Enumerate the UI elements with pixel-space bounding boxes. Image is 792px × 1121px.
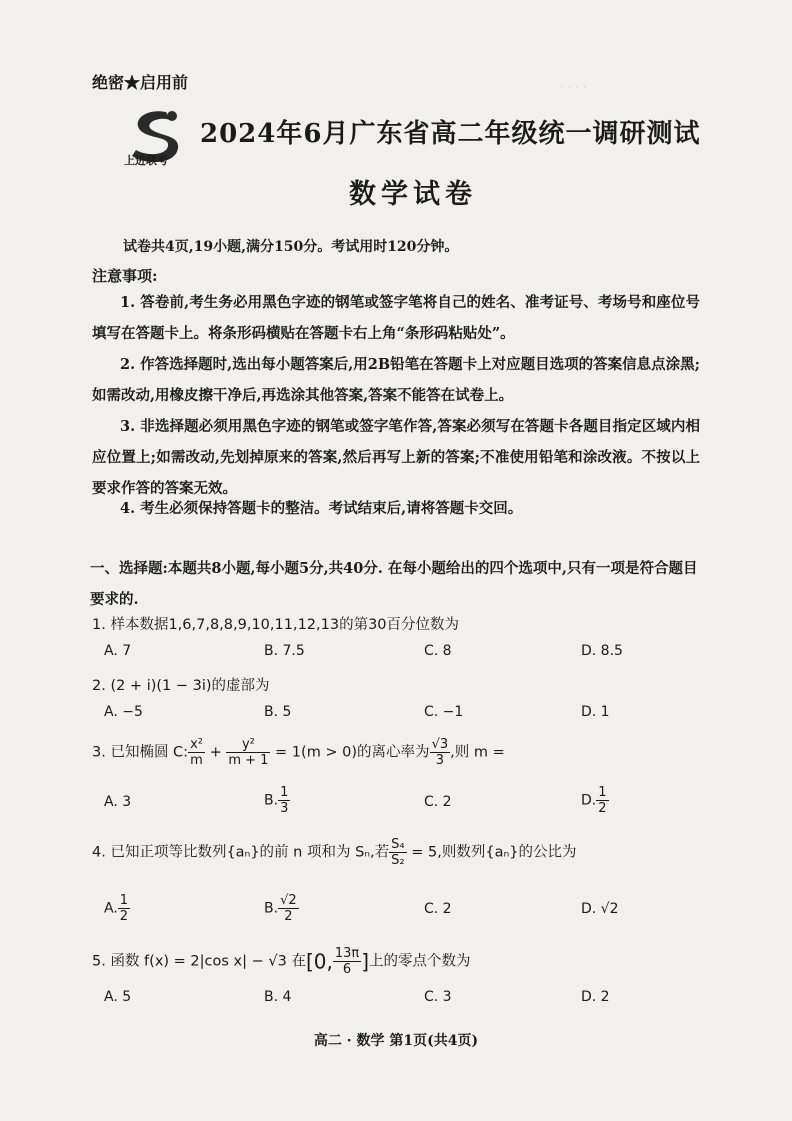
page-footer: 高二 · 数学 第1页(共4页) bbox=[313, 1033, 479, 1049]
exam-info: 试卷共4页,19小题,满分150分。考试用时120分钟。 bbox=[123, 239, 459, 255]
q4-option-b: B. $\frac{√2}{2}$ bbox=[264, 893, 297, 924]
exam-subtitle: 数学试卷 bbox=[349, 179, 477, 210]
notice-item-text: 4. 考生必须保持答题卡的整洁。考试结束后,请将答题卡交回。 bbox=[120, 500, 523, 517]
notice-heading: 注意事项: bbox=[92, 267, 158, 285]
fraction: $\frac{1}{2}$ bbox=[598, 785, 607, 816]
confidential-label: 绝密★启用前 bbox=[92, 73, 189, 92]
q5-option-a: A. 5 bbox=[104, 989, 132, 1005]
fraction: $\frac{\text{S₄}}{\text{S₂}}$ bbox=[391, 837, 405, 868]
notice-item-text: 2. 作答选择题时,选出每小题答案后,用2B铅笔在答题卡上对应题目选项的答案信息点涂黑;如需改动,用橡皮擦干净后,再选涂其他答案,答案不能答在试卷上。 bbox=[92, 356, 700, 404]
question-1: 1. 样本数据1,6,7,8,8,9,10,11,12,13的第30百分位数为 bbox=[92, 617, 460, 633]
q3-option-a: A. 3 bbox=[104, 794, 132, 810]
question-3: 3. 已知椭圆 C: $\frac{\text{x²}}{m}$ + $\frac{\text{y²}}{m + 1}$ = 1(m > 0)的离心率为 $\frac{√3}{3}$ ,则 m = bbox=[92, 737, 505, 768]
question-2: 2. (2 + i)(1 − 3i)的虚部为 bbox=[92, 678, 270, 694]
notice-item-text: 3. 非选择题必须用黑色字迹的钢笔或签字笔作答,答案必须写在答题卡各题目指定区域内相应位置上;如需改动,先划掉原来的答案,然后再写上新的答案;不准使用铅笔和涂改液。不按以上要求作答的答案无效。 bbox=[92, 418, 700, 497]
q1-option-a: A. 7 bbox=[104, 643, 132, 659]
q2-option-c: C. −1 bbox=[424, 704, 464, 720]
q2-option-b: B. 5 bbox=[264, 704, 292, 720]
q2-option-d: D. 1 bbox=[581, 704, 610, 720]
fraction: $\frac{1}{2}$ bbox=[119, 893, 129, 924]
fraction: $\frac{\text{y²}}{m + 1}$ bbox=[228, 737, 269, 768]
q5-option-c: C. 3 bbox=[424, 989, 452, 1005]
fraction: $\frac{√2}{2}$ bbox=[280, 893, 297, 924]
q1-option-c: C. 8 bbox=[424, 643, 452, 659]
q4-option-c: C. 2 bbox=[424, 901, 452, 917]
question-5: 5. 函数 f(x) = 2|cos x| − √3 在[0, $\frac{13\pi}{6}$ ]上的零点个数为 bbox=[92, 946, 471, 977]
notice-item bbox=[92, 287, 700, 349]
q1-option-d: D. 8.5 bbox=[581, 643, 623, 659]
q5-option-d: D. 2 bbox=[581, 989, 610, 1005]
notice-item bbox=[92, 493, 700, 524]
q3-option-d: D. $\frac{1}{2}$ bbox=[581, 785, 607, 816]
logo-text: 上进联考 bbox=[124, 154, 168, 167]
notice-item-text: 1. 答卷前,考生务必用黑色字迹的钢笔或签字笔将自己的姓名、准考证号、考场号和座位号填写在答题卡上。将条形码横贴在答题卡右上角“条形码粘贴处”。 bbox=[92, 294, 700, 342]
notice-item bbox=[92, 349, 700, 411]
question-4: 4. 已知正项等比数列{aₙ}的前 n 项和为 Sₙ,若 $\frac{\text{S₄}}{\text{S₂}}$ = 5,则数列{aₙ}的公比为 bbox=[92, 837, 577, 868]
q3-option-b: B. $\frac{1}{3}$ bbox=[264, 785, 289, 816]
q3-option-c: C. 2 bbox=[424, 794, 452, 810]
q4-option-d: D. √2 bbox=[581, 901, 619, 917]
fraction: $\frac{\text{x²}}{m}$ bbox=[190, 737, 203, 768]
fraction: $\frac{1}{3}$ bbox=[280, 785, 289, 816]
exam-title: 2024年6月广东省高二年级统一调研测试 bbox=[200, 119, 701, 149]
bleed-through-text: · · · · bbox=[560, 80, 587, 94]
notice-item bbox=[92, 411, 700, 504]
fraction: $\frac{√3}{3}$ bbox=[431, 737, 449, 768]
fraction: $\frac{13\pi}{6}$ bbox=[334, 946, 360, 977]
q4-option-a: A. $\frac{1}{2}$ bbox=[104, 893, 129, 924]
q1-option-b: B. 7.5 bbox=[264, 643, 305, 659]
section-heading: 一、选择题:本题共8小题,每小题5分,共40分. 在每小题给出的四个选项中,只有一项是符合题目要求的. bbox=[90, 560, 698, 608]
q2-option-a: A. −5 bbox=[104, 704, 143, 720]
q5-option-b: B. 4 bbox=[264, 989, 292, 1005]
